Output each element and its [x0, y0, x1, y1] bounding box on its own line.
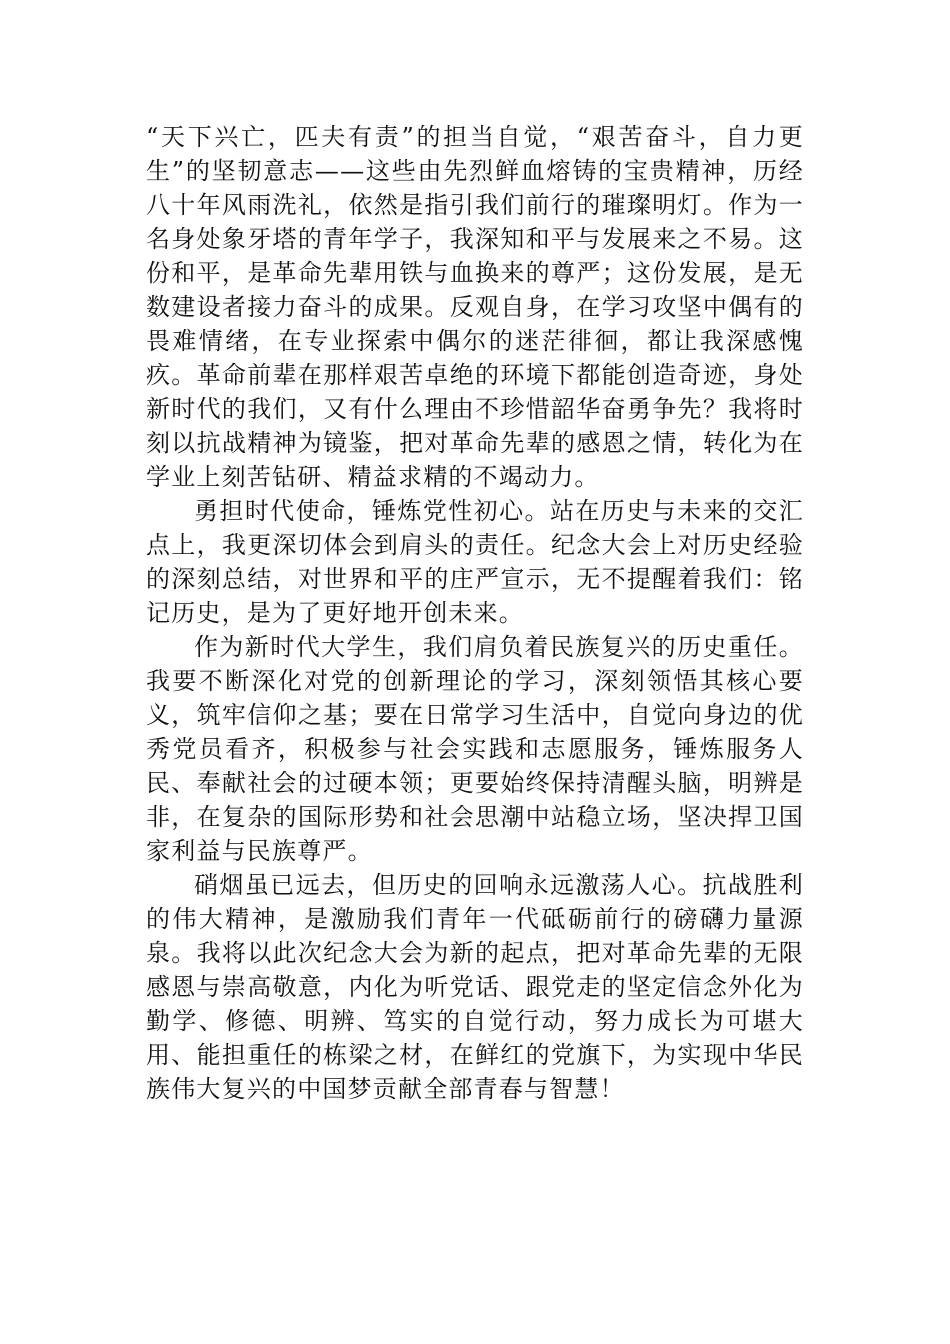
paragraph-2: 勇担时代使命，锤炼党性初心。站在历史与未来的交汇点上，我更深切体会到肩头的责任。纪念大会上对历史经验的深刻总结，对世界和平的庄严宣示，无不提醒着我们：铭记历史，是为了更好地开创未来。 [146, 497, 804, 627]
paragraph-1: “天下兴亡，匹夫有责”的担当自觉，“艰苦奋斗，自力更生”的坚韧意志——这些由先烈鲜血熔铸的宝贵精神，历经八十年风雨洗礼，依然是指引我们前行的璀璨明灯。作为一名身处象牙塔的青年学子，我深知和平与发展来之不易。这份和平，是革命先辈用铁与血换来的尊严；这份发展，是无数建设者接力奋斗的成果。反观自身，在学习攻坚中偶有的畏难情绪，在专业探索中偶尔的迷茫徘徊，都让我深感愧疚。革命前辈在那样艰苦卓绝的环境下都能创造奇迹，身处新时代的我们，又有什么理由不珍惜韶华奋勇争先？我将时刻以抗战精神为镜鉴，把对革命先辈的感恩之情，转化为在学业上刻苦钻研、精益求精的不竭动力。 [146, 123, 804, 491]
paragraph-4: 硝烟虽已远去，但历史的回响永远激荡人心。抗战胜利的伟大精神，是激励我们青年一代砥砺前行的磅礴力量源泉。我将以此次纪念大会为新的起点，把对革命先辈的无限感恩与崇高敬意，内化为听党话、跟党走的坚定信念外化为勤学、修德、明辨、笃实的自觉行动，努力成长为可堪大用、能担重任的栋梁之材，在鲜红的党旗下，为实现中华民族伟大复兴的中国梦贡献全部青春与智慧！ [146, 871, 804, 1103]
paragraph-3: 作为新时代大学生，我们肩负着民族复兴的历史重任。我要不断深化对党的创新理论的学习，深刻领悟其核心要义，筑牢信仰之基；要在日常学习生活中，自觉向身边的优秀党员看齐，积极参与社会实践和志愿服务，锤炼服务人民、奉献社会的过硬本领；更要始终保持清醒头脑，明辨是非，在复杂的国际形势和社会思潮中站稳立场，坚决捍卫国家利益与民族尊严。 [146, 633, 804, 865]
document-body [146, 120, 804, 1106]
